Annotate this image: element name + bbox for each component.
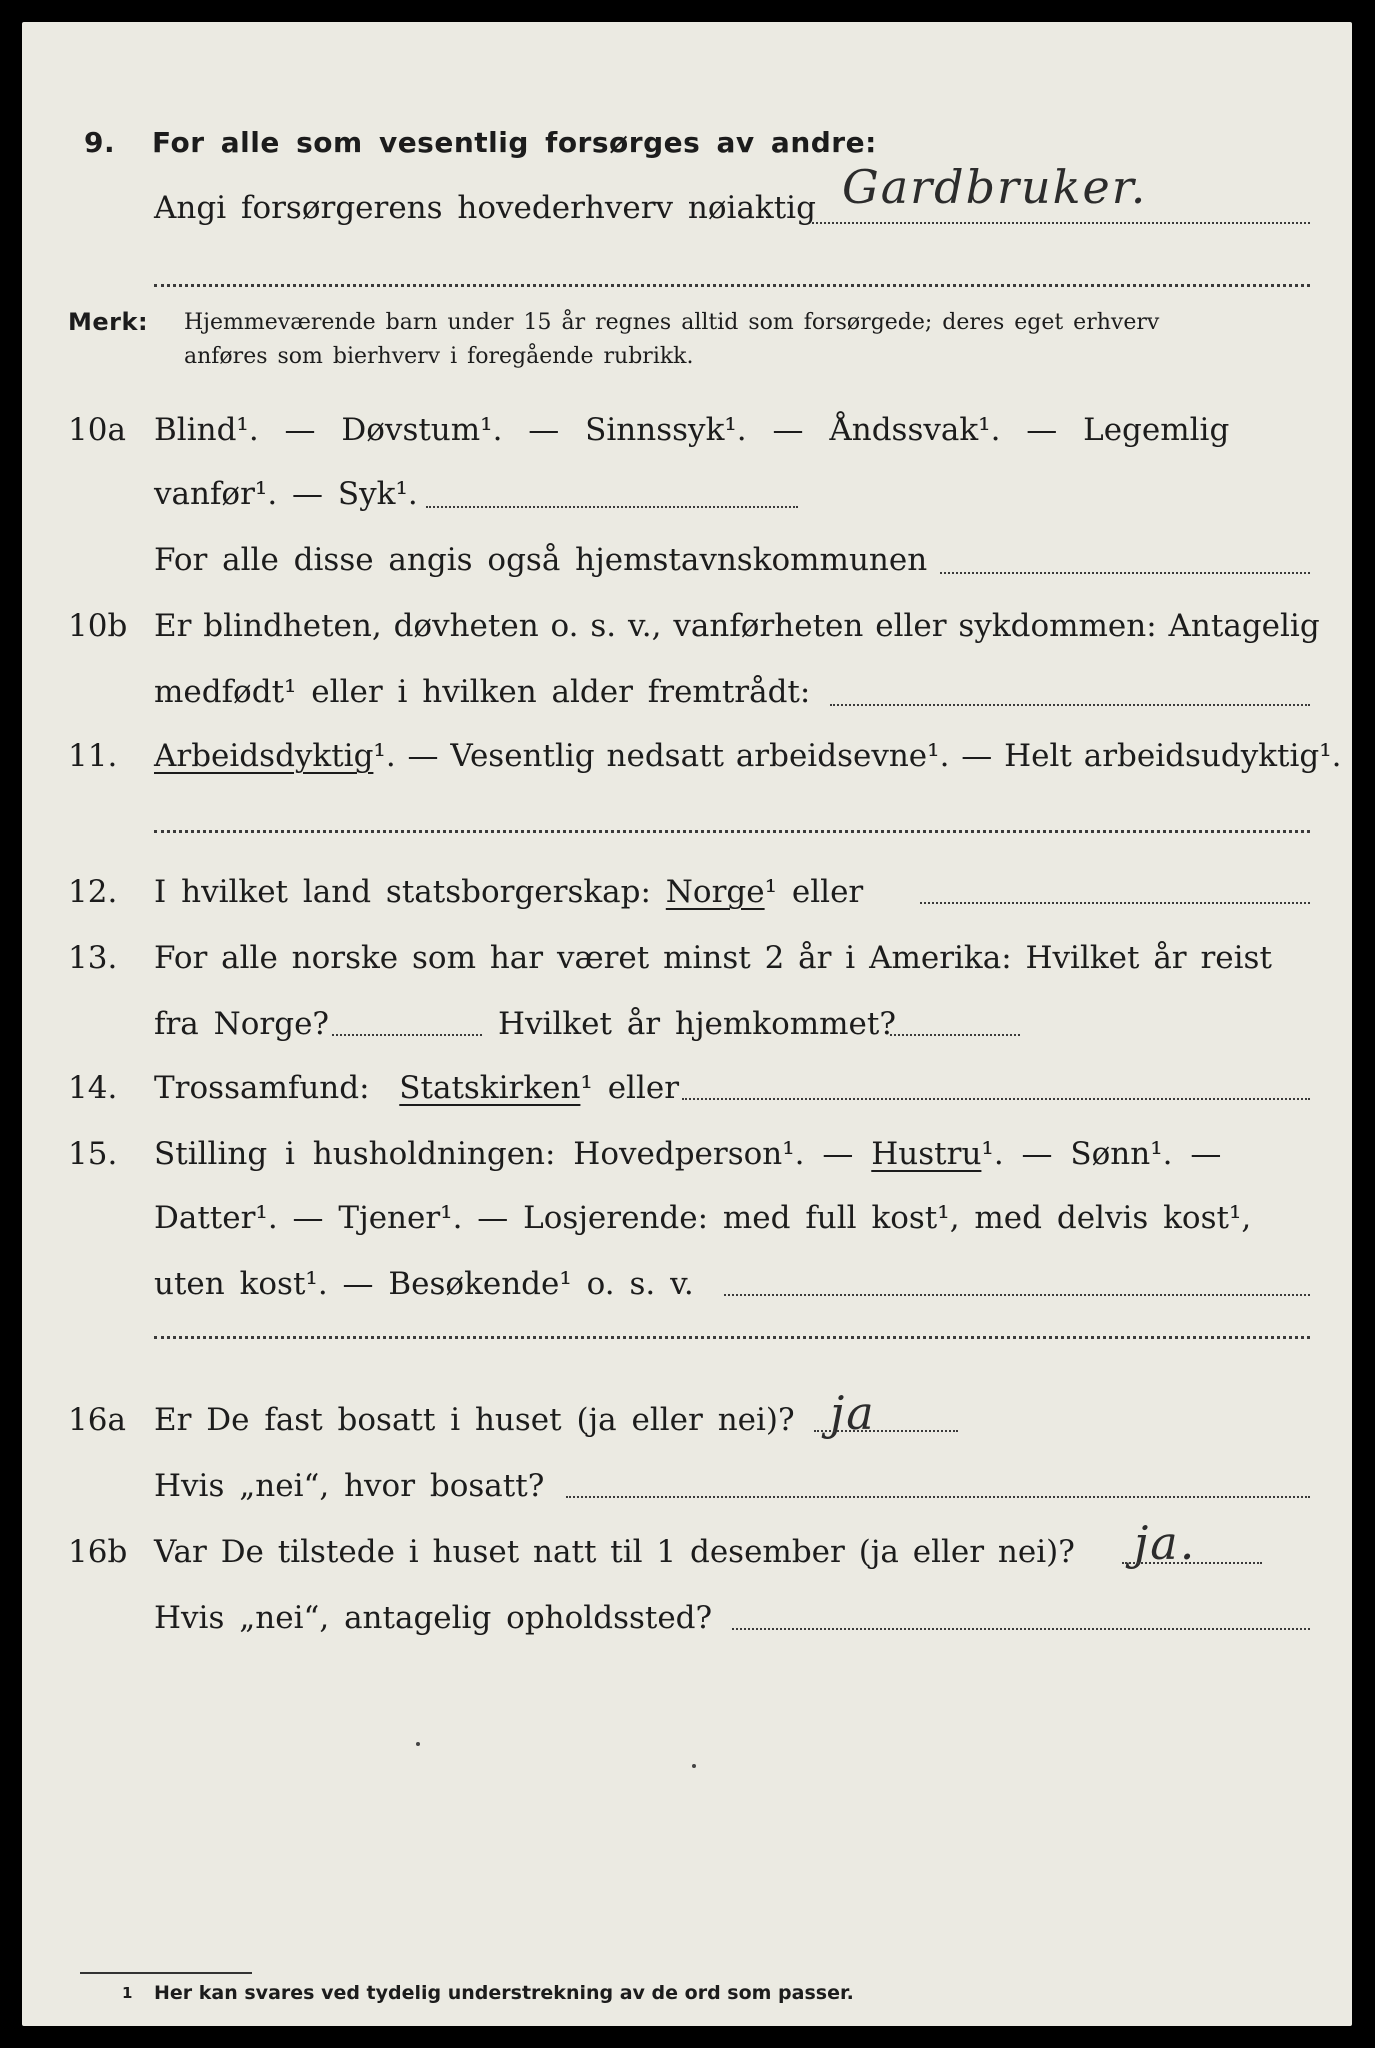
q15-line3: uten kost¹. — Besøkende¹ o. s. v. [154,1266,694,1302]
q16a-line1: Er De fast bosatt i huset (ja eller nei)? [154,1402,795,1438]
q14-suffix: ¹ eller [580,1070,680,1106]
q14-option-statskirken-underlined[interactable]: Statskirken [399,1070,581,1106]
q13-line1: For alle norske som har været minst 2 år i Amerika: Hvilket år reist [154,940,1272,976]
q15-other-line [724,1294,1310,1296]
q9-line1: For alle som vesentlig forsørges av andre: [152,126,877,159]
q16a-handwritten-answer[interactable]: ja [830,1386,876,1440]
q15-line1 [154,1136,1221,1172]
q10b-number: 10b [68,608,128,644]
merk-label: Merk: [68,308,149,336]
q16a-number: 16a [68,1402,126,1438]
q9-extra-line [154,284,1310,287]
q11-extra-line [154,830,1310,833]
q9-answer-line [812,222,1310,224]
q16b-line2: Hvis „nei“, antagelig opholdssted? [154,1600,713,1636]
q13-line2b: Hvilket år hjemkommet? [498,1006,896,1042]
q15-line1b: ¹. — Sønn¹. — [981,1136,1222,1172]
q9-line2: Angi forsørgerens hovederhverv nøiaktig [154,190,816,226]
footnote-text: Her kan svares ved tydelig understrekning av de ord som passer. [154,1982,854,2004]
q15-line2: Datter¹. — Tjener¹. — Losjerende: med full kost¹, med delvis kost¹, [154,1200,1252,1236]
q13-reist-line [332,1034,482,1036]
merk-line2: anføres som bierhverv i foregående rubrikk. [184,344,694,369]
q11-number: 11. [68,738,118,774]
q13-number: 13. [68,940,118,976]
footnote-mark: 1 [122,1984,133,2002]
q12-prefix: I hvilket land statsborgerskap: [154,874,651,910]
q10b-line2: medfødt¹ eller i hvilken alder fremtrådt: [154,674,811,710]
q16b-answer-line [1122,1562,1262,1564]
q15-number: 15. [68,1136,118,1172]
q12-other-line [920,902,1310,904]
q14-number: 14. [68,1070,118,1106]
q16a-bosatt-line [566,1496,1310,1498]
q12-suffix: ¹ eller [764,874,864,910]
q15-line1a: Stilling i husholdningen: Hovedperson¹. — [154,1136,854,1172]
q10b-line1: Er blindheten, døvheten o. s. v., vanførheten eller sykdommen: Antagelig [154,608,1320,644]
q11-option-arbeidsdyktig-underlined[interactable]: Arbeidsdyktig [154,738,374,774]
q10a-number: 10a [68,412,126,448]
q14-prefix: Trossamfund: [154,1070,370,1106]
q16b-handwritten-answer[interactable]: ja. [1134,1516,1197,1570]
q13-hjemkommet-line [890,1034,1020,1036]
q10a-line2: vanfør¹. — Syk¹. [154,476,418,512]
q16b-opholdssted-line [732,1628,1310,1630]
q10b-alder-line [830,704,1310,706]
q12-option-norge-underlined[interactable]: Norge [665,874,765,910]
paper-speck [692,1764,696,1768]
q15-extra-line [154,1336,1310,1339]
q9-number: 9. [84,126,116,159]
q10a-line1: Blind¹. — Døvstum¹. — Sinnssyk¹. — Åndssvak¹. — Legemlig [154,412,1230,448]
q15-option-hustru-underlined[interactable]: Hustru [871,1136,982,1172]
q10a-line3: For alle disse angis også hjemstavnskommunen [154,542,928,578]
q12-answer-row [154,874,863,910]
paper-speck [416,1742,420,1746]
q12-number: 12. [68,874,118,910]
q16a-line2: Hvis „nei“, hvor bosatt? [154,1468,545,1504]
q14-answer-row [154,1070,679,1106]
q16a-answer-line [814,1430,958,1432]
q11-rest: ¹. — Vesentlig nedsatt arbeidsevne¹. — Helt arbeidsudyktig¹. [373,738,1342,774]
q11-answer-row [154,738,1342,774]
q9-handwritten-answer[interactable]: Gardbruker. [842,160,1148,214]
merk-line1: Hjemmeværende barn under 15 år regnes alltid som forsørgede; deres eget erhverv [184,310,1160,335]
q14-other-line [682,1098,1310,1100]
census-form-page [22,22,1352,2026]
q10a-hjemstavn-line [940,572,1310,574]
footnote-rule [80,1972,252,1974]
q13-line2a: fra Norge? [154,1006,330,1042]
q10a-syk-line [426,506,798,508]
q16b-line1: Var De tilstede i huset natt til 1 desember (ja eller nei)? [154,1534,1075,1570]
q16b-number: 16b [68,1534,128,1570]
